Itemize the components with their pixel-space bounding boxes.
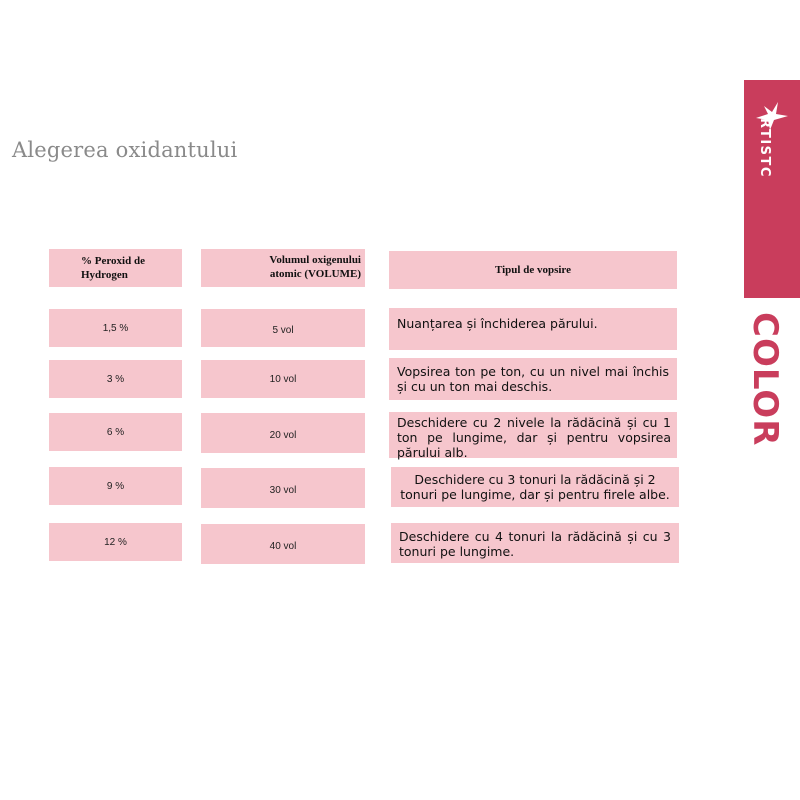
header-tip bbox=[389, 251, 677, 289]
row-2-volume bbox=[201, 360, 365, 398]
row-3-peroxid bbox=[49, 413, 182, 451]
header-peroxid-label: % Peroxid de Hydrogen bbox=[81, 255, 145, 281]
row-3-peroxid-value: 6 % bbox=[106, 426, 125, 438]
row-2-tip-text: Vopsirea ton pe ton, cu un nivel mai închis și cu un ton mai deschis. bbox=[397, 364, 669, 394]
row-1-peroxid-value: 1,5 % bbox=[102, 322, 129, 334]
row-5-peroxid-value: 12 % bbox=[104, 536, 127, 548]
header-tip-label: Tipul de vopsire bbox=[494, 264, 571, 276]
row-3-volume bbox=[201, 413, 365, 453]
row-4-tip-text: Deschidere cu 3 tonuri la rădăcină și 2 tonuri pe lungime, dar și pentru firele albe. bbox=[400, 472, 670, 502]
row-2-peroxid bbox=[49, 360, 182, 398]
row-1-volume bbox=[201, 309, 365, 347]
row-1-volume-value: 5 vol bbox=[272, 324, 294, 336]
row-5-tip bbox=[391, 523, 679, 563]
row-4-volume bbox=[201, 468, 365, 508]
header-volume bbox=[201, 249, 365, 287]
header-volume-label: Volumul oxigenului atomic (VOLUME) bbox=[269, 254, 361, 280]
row-3-volume-value: 20 vol bbox=[269, 429, 297, 441]
row-4-tip bbox=[391, 467, 679, 507]
brand-name: RTISTC bbox=[757, 118, 772, 178]
row-4-volume-value: 30 vol bbox=[269, 484, 297, 496]
row-1-tip bbox=[389, 308, 677, 350]
row-5-tip-text: Deschidere cu 4 tonuri la rădăcină și cu 3 tonuri pe lungime. bbox=[399, 529, 671, 559]
row-5-volume-value: 40 vol bbox=[269, 540, 297, 552]
row-3-tip-text: Deschidere cu 2 nivele la rădăcină și cu 1 ton pe lungime, dar și pentru vopsirea părului alb. bbox=[397, 415, 671, 460]
row-5-volume bbox=[201, 524, 365, 564]
row-2-peroxid-value: 3 % bbox=[106, 373, 125, 385]
row-5-peroxid bbox=[49, 523, 182, 561]
header-peroxid bbox=[49, 249, 182, 287]
page-title: Alegerea oxidantului bbox=[12, 138, 238, 162]
row-4-peroxid-value: 9 % bbox=[106, 480, 125, 492]
row-2-volume-value: 10 vol bbox=[269, 373, 297, 385]
row-2-tip bbox=[389, 358, 677, 400]
brand-sub: COLOR bbox=[745, 312, 785, 447]
row-1-tip-text: Nuanțarea și închiderea părului. bbox=[397, 316, 598, 331]
row-3-tip bbox=[389, 412, 677, 458]
row-1-peroxid bbox=[49, 309, 182, 347]
row-4-peroxid bbox=[49, 467, 182, 505]
